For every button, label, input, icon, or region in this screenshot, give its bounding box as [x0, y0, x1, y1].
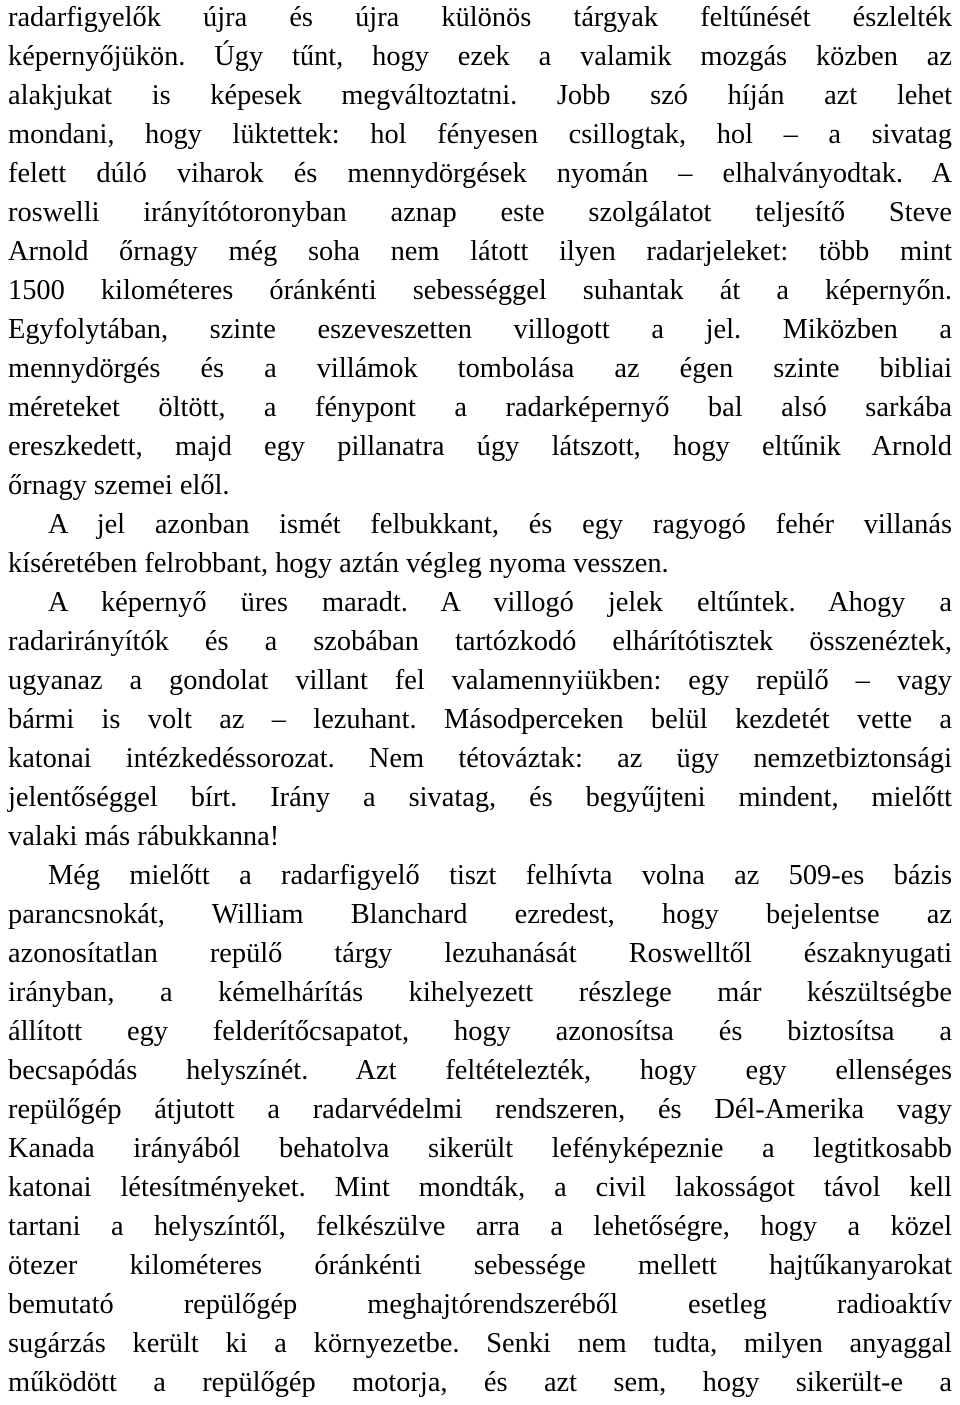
text-line: katonai intézkedéssorozat. Nem tétováztak: az ügy nemzetbiztonsági	[8, 743, 952, 774]
text-line: becsapódás helyszínét. Azt feltételezték, hogy egy ellenséges	[8, 1055, 952, 1086]
text-line: őrnagy szemei elől.	[8, 470, 230, 501]
text-line: képernyőjükön. Úgy tűnt, hogy ezek a valamik mozgás közben az	[8, 41, 952, 72]
text-line: sugárzás került ki a környezetbe. Senki nem tudta, milyen anyaggal	[8, 1328, 952, 1359]
text-line: működött a repülőgép motorja, és azt sem, hogy sikerült-e a	[8, 1367, 952, 1398]
text-line: ereszkedett, majd egy pillanatra úgy látszott, hogy eltűnik Arnold	[8, 431, 952, 462]
paragraph	[8, 505, 952, 583]
text-line: A jel azonban ismét felbukkant, és egy ragyogó fehér villanás	[48, 509, 952, 540]
text-line: tartani a helyszíntől, felkészülve arra a lehetőségre, hogy a közel	[8, 1211, 952, 1242]
text-line: állított egy felderítőcsapatot, hogy azonosítsa és biztosítsa a	[8, 1016, 952, 1047]
text-line: felett dúló viharok és mennydörgések nyomán – elhalványodtak. A	[8, 158, 952, 189]
text-line: Kanada irányából behatolva sikerült lefényképeznie a legtitkosabb	[8, 1133, 952, 1164]
text-line: bármi is volt az – lezuhant. Másodperceken belül kezdetét vette a	[8, 704, 952, 735]
text-line: irányban, a kémelhárítás kihelyezett részlege már készültségbe	[8, 977, 952, 1008]
text-line: mennydörgés és a villámok tombolása az égen szinte bibliai	[8, 353, 952, 384]
text-line: valaki más rábukkanna!	[8, 821, 280, 852]
text-line: mondani, hogy lüktettek: hol fényesen csillogtak, hol – a sivatag	[8, 119, 952, 150]
text-line: méreteket öltött, a fénypont a radarképernyő bal alsó sarkába	[8, 392, 952, 423]
paragraph	[8, 583, 952, 856]
text-line: alakjukat is képesek megváltoztatni. Jobb szó híján azt lehet	[8, 80, 952, 111]
text-line: radarirányítók és a szobában tartózkodó elhárítótisztek összenéztek,	[8, 626, 952, 657]
text-line: ötezer kilométeres óránkénti sebessége mellett hajtűkanyarokat	[8, 1250, 952, 1281]
text-line: ugyanaz a gondolat villant fel valamennyiükben: egy repülő – vagy	[8, 665, 952, 696]
text-line: radarfigyelők újra és újra különös tárgyak feltűnését észlelték	[8, 2, 952, 33]
text-line: Arnold őrnagy még soha nem látott ilyen radarjeleket: több mint	[8, 236, 952, 267]
text-line: azonosítatlan repülő tárgy lezuhanását Roswelltől északnyugati	[8, 938, 952, 969]
paragraph	[8, 856, 952, 1402]
text-line: repülőgép átjutott a radarvédelmi rendszeren, és Dél-Amerika vagy	[8, 1094, 952, 1125]
text-line: bemutató repülőgép meghajtórendszeréből esetleg radioaktív	[8, 1289, 952, 1320]
document-page	[8, 0, 952, 1402]
text-line: jelentőséggel bírt. Irány a sivatag, és begyűjteni mindent, mielőtt	[8, 782, 952, 813]
paragraph	[8, 0, 952, 505]
text-line: katonai létesítményeket. Mint mondták, a civil lakosságot távol kell	[8, 1172, 952, 1203]
text-line: kíséretében felrobbant, hogy aztán végleg nyoma vesszen.	[8, 548, 669, 579]
text-line: 1500 kilométeres óránkénti sebességgel suhantak át a képernyőn.	[8, 275, 952, 306]
text-line: parancsnokát, William Blanchard ezredest, hogy bejelentse az	[8, 899, 952, 930]
text-line: roswelli irányítótoronyban aznap este szolgálatot teljesítő Steve	[8, 197, 952, 228]
text-line: Még mielőtt a radarfigyelő tiszt felhívta volna az 509-es bázis	[48, 860, 952, 891]
text-line: Egyfolytában, szinte eszeveszetten villogott a jel. Miközben a	[8, 314, 952, 345]
text-line: A képernyő üres maradt. A villogó jelek eltűntek. Ahogy a	[48, 587, 952, 618]
